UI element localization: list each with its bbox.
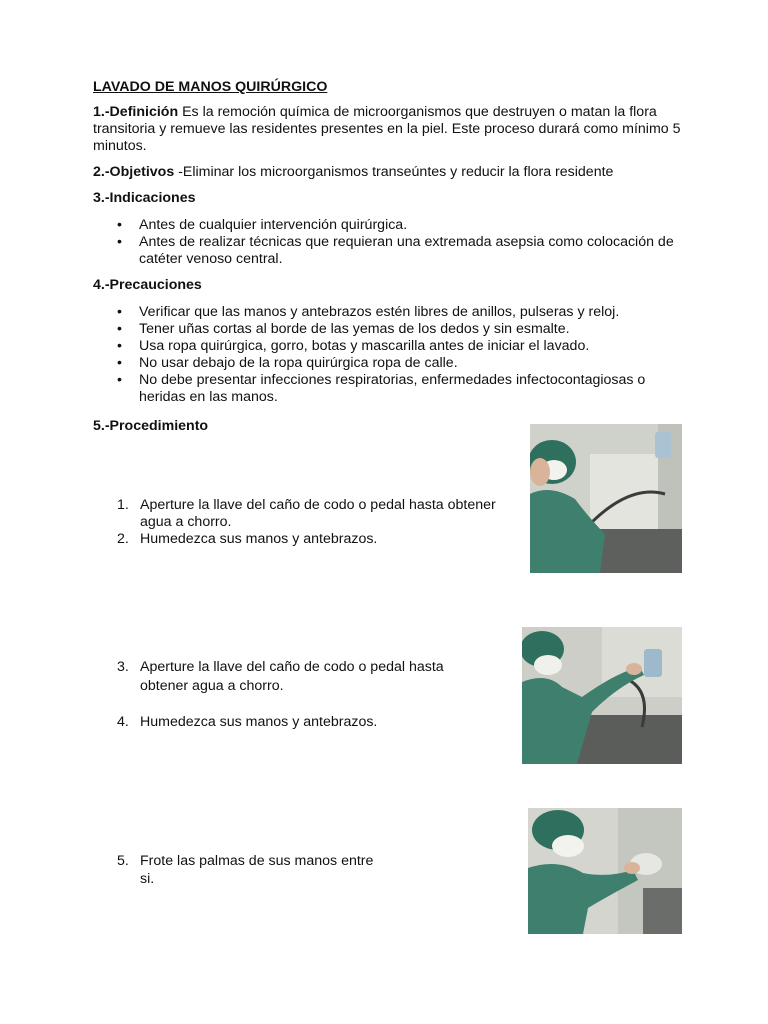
surgeon-wetting-arms-photo [522,627,682,764]
list-item: 1. Aperture la llave del caño de codo o pedal hasta obtener agua a chorro. [117,497,496,530]
indications-heading: 3.-Indicaciones [93,190,196,206]
procedure-steps-group-2 [117,658,477,732]
photo-illustration [528,808,682,934]
list-item: • Antes de cualquier intervención quirúrgica. [117,217,687,234]
definition-text-line3: minutos. [93,138,147,154]
list-item: 4. Humedezca sus manos y antebrazos. [117,714,378,730]
photo-illustration [522,627,682,764]
list-item: • Tener uñas cortas al borde de las yemas de los dedos y sin esmalte. [117,321,687,338]
surgeon-rubbing-palms-photo [528,808,682,934]
page-title: LAVADO DE MANOS QUIRÚRGICO [93,79,328,95]
list-item: • Antes de realizar técnicas que requieran una extremada asepsia como colocación de catéter venoso central. [117,234,687,268]
procedure-steps-group-1 [117,497,517,548]
surgeon-opening-faucet-photo [530,424,682,573]
objectives-paragraph [93,164,693,181]
objectives-label: 2.-Objetivos [93,164,175,180]
definition-label: 1.-Definición [93,104,179,120]
list-item: 3. Aperture la llave del caño de codo o pedal hasta obtener agua a chorro. [117,659,444,694]
indications-list [117,217,687,268]
precautions-heading: 4.-Precauciones [93,277,202,293]
precautions-list [117,304,687,406]
list-item: • No debe presentar infecciones respiratorias, enfermedades infectocontagiosas o heridas en las manos. [117,372,687,406]
list-item: • Usa ropa quirúrgica, gorro, botas y mascarilla antes de iniciar el lavado. [117,338,687,355]
list-item: 2. Humedezca sus manos y antebrazos. [117,531,378,547]
definition-text-line2: transitoria y remueve las residentes presentes en la piel. Este proceso durará como mínimo 5 [93,121,681,137]
definition-text-line1: Es la remoción química de microorganismos que destruyen o matan la flora [178,104,657,120]
list-item: • Verificar que las manos y antebrazos estén libres de anillos, pulseras y reloj. [117,304,687,321]
photo-illustration [530,424,682,573]
objectives-text: -Eliminar los microorganismos transeúntes y reducir la flora residente [174,164,614,180]
list-item: • No usar debajo de la ropa quirúrgica ropa de calle. [117,355,687,372]
procedure-heading: 5.-Procedimiento [93,418,209,434]
procedure-steps-group-3 [117,852,417,888]
list-item: 5. Frote las palmas de sus manos entre si. [117,853,374,887]
definition-paragraph [93,104,693,155]
